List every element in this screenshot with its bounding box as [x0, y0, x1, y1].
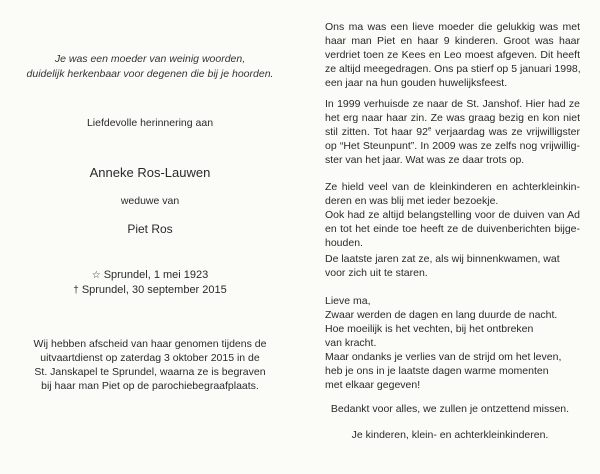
- poem-line: heb je ons in je laatste dagen warme momenten: [325, 365, 549, 377]
- text-line: verdriet toen ze Kees en Leo moest afgeven. Dit heeft: [325, 49, 580, 61]
- opening-poem: [0, 52, 300, 82]
- death-row: [0, 283, 300, 298]
- text-line: en tot het einde toe heeft ze de duivenberichten bijge-: [325, 223, 580, 235]
- text-line: [325, 125, 580, 139]
- husband-name: Piet Ros: [127, 222, 173, 236]
- funeral-notice-line: uitvaartdienst op zaterdag 3 oktober 2015 in de: [40, 352, 260, 364]
- text-segment: verjaardag was ze vrijwilligster: [431, 126, 580, 138]
- text-line: ze altijd meegedragen. Ons pa stierf op 5 januari 1998,: [325, 63, 581, 75]
- widow-of-label: weduwe van: [120, 195, 180, 207]
- life-story-paragraph-3: [325, 180, 580, 250]
- life-dates: [0, 268, 300, 298]
- poem-line: Hoe moeilijk is het vechten, bij het ontbreken: [325, 323, 534, 335]
- text-line: een jaar na hun gouden huwelijksfeest.: [325, 77, 508, 89]
- life-story-paragraph-1: [325, 20, 580, 90]
- death-date: Sprundel, 30 september 2015: [81, 284, 227, 296]
- family-signature: Je kinderen, klein- en achterkleinkinderen.: [351, 429, 549, 441]
- poem-line: Maar ondanks je verlies van de strijd om het leven,: [325, 351, 562, 363]
- funeral-notice-line: Wij hebben afscheid van haar genomen tijdens de: [33, 338, 267, 350]
- farewell-poem: [325, 294, 580, 392]
- funeral-notice: [0, 337, 300, 393]
- birth-date: Sprundel, 1 mei 1923: [103, 269, 209, 281]
- ordinal-suffix: e: [427, 126, 432, 133]
- poem-line: Zwaar werden de dagen en lang duurde de nacht.: [325, 309, 558, 321]
- text-line: Ze hield veel van de kleinkinderen en achterkleinkin-: [325, 181, 580, 193]
- poem-line: Lieve ma,: [325, 295, 371, 307]
- text-line: deren en was blij met ieder bezoekje.: [325, 195, 499, 207]
- poem-line: met elkaar gegeven!: [325, 379, 421, 391]
- cross-icon: †: [73, 285, 79, 296]
- text-line: haar man Piet en haar 9 kinderen. Groot was haar: [325, 35, 580, 47]
- birth-row: [0, 268, 300, 283]
- deceased-name: Anneke Ros-Lauwen: [89, 165, 211, 180]
- life-story-paragraph-2: [325, 97, 580, 167]
- funeral-notice-line: St. Janskapel te Sprundel, waarna ze is begraven: [34, 366, 266, 378]
- text-line: ster van het jaar. Wat was ze daar trots op.: [325, 154, 525, 166]
- text-line: Ons ma was een lieve moeder die gelukkig was met: [325, 21, 580, 33]
- life-story-paragraph-4: [325, 252, 580, 280]
- text-line: op “Het Steunpunt”. In 2009 was ze zelfs nog vrijwillig-: [325, 140, 580, 152]
- text-segment: stil zitten. Tot haar 92: [325, 126, 428, 138]
- text-line: voor zich uit te staren.: [325, 267, 428, 279]
- text-line: het erg naar haar zin. Ze was graag bezig en kon niet: [325, 112, 580, 124]
- star-icon: ☆: [91, 270, 101, 281]
- poem-line: van kracht.: [325, 337, 377, 349]
- thank-you-line: Bedankt voor alles, we zullen je ontzettend missen.: [330, 403, 570, 415]
- funeral-notice-line: bij haar man Piet op de parochiebegraafplaats.: [41, 380, 259, 392]
- text-line: De laatste jaren zat ze, als wij binnenkwamen, wat: [325, 253, 560, 265]
- poem-line: Je was een moeder van weinig woorden,: [54, 53, 246, 65]
- text-line: In 1999 verhuisde ze naar de St. Janshof. Hier had ze: [325, 98, 580, 110]
- text-line: houden.: [325, 237, 363, 249]
- remembrance-intro: Liefdevolle herinnering aan: [86, 117, 214, 129]
- text-line: Ook had ze altijd belangstelling voor de duiven van Ad: [325, 209, 580, 221]
- poem-line: duidelijk herkenbaar voor degenen die bij je hoorden.: [26, 68, 274, 80]
